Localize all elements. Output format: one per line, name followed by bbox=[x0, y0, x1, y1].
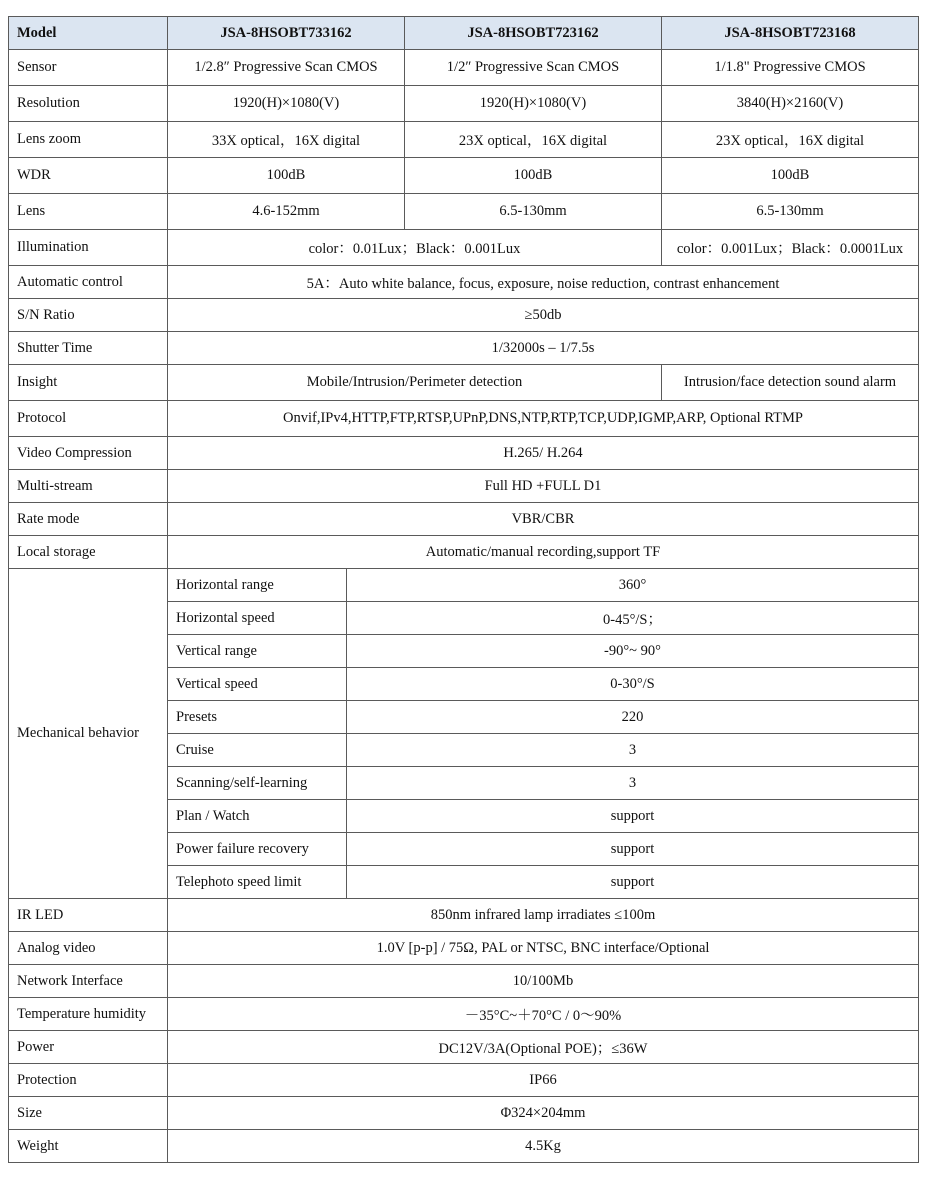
model-header: Model bbox=[9, 17, 168, 50]
protocol-row bbox=[9, 401, 919, 437]
mech-item-value: 220 bbox=[347, 701, 919, 734]
multi-stream-row bbox=[9, 470, 919, 503]
mech-item-value: support bbox=[347, 833, 919, 866]
size-label: Size bbox=[9, 1097, 168, 1130]
sensor-value-3: 1/1.8" Progressive CMOS bbox=[662, 50, 919, 86]
weight-label: Weight bbox=[9, 1130, 168, 1163]
lens-row bbox=[9, 194, 919, 230]
rate-mode-value: VBR/CBR bbox=[168, 503, 919, 536]
mechanical-behavior-label: Mechanical behavior bbox=[9, 569, 168, 899]
shutter-time-label: Shutter Time bbox=[9, 332, 168, 365]
mech-item-value: 0-45°/S； bbox=[347, 602, 919, 635]
insight-row bbox=[9, 365, 919, 401]
local-storage-label: Local storage bbox=[9, 536, 168, 569]
power-row bbox=[9, 1031, 919, 1064]
mechanical-row bbox=[9, 569, 919, 602]
ir-led-value: 850nm infrared lamp irradiates ≤100m bbox=[168, 899, 919, 932]
mech-item-value: support bbox=[347, 800, 919, 833]
mech-item-label: Cruise bbox=[168, 734, 347, 767]
weight-value: 4.5Kg bbox=[168, 1130, 919, 1163]
model-2-header: JSA-8HSOBT723162 bbox=[405, 17, 662, 50]
rate-mode-label: Rate mode bbox=[9, 503, 168, 536]
lens-label: Lens bbox=[9, 194, 168, 230]
lens-zoom-value-3: 23X optical，16X digital bbox=[662, 122, 919, 158]
sn-ratio-value: ≥50db bbox=[168, 299, 919, 332]
ir-led-row bbox=[9, 899, 919, 932]
temperature-humidity-label: Temperature humidity bbox=[9, 998, 168, 1031]
sn-ratio-row bbox=[9, 299, 919, 332]
sensor-label: Sensor bbox=[9, 50, 168, 86]
analog-video-value: 1.0V [p-p] / 75Ω, PAL or NTSC, BNC interface/Optional bbox=[168, 932, 919, 965]
wdr-value-1: 100dB bbox=[168, 158, 405, 194]
sn-ratio-label: S/N Ratio bbox=[9, 299, 168, 332]
mech-item-label: Telephoto speed limit bbox=[168, 866, 347, 899]
sensor-row bbox=[9, 50, 919, 86]
shutter-time-row bbox=[9, 332, 919, 365]
insight-value-1: Mobile/Intrusion/Perimeter detection bbox=[168, 365, 662, 401]
analog-video-label: Analog video bbox=[9, 932, 168, 965]
insight-value-2: Intrusion/face detection sound alarm bbox=[662, 365, 919, 401]
protection-value: IP66 bbox=[168, 1064, 919, 1097]
wdr-value-2: 100dB bbox=[405, 158, 662, 194]
analog-video-row bbox=[9, 932, 919, 965]
wdr-row bbox=[9, 158, 919, 194]
mech-item-value: 3 bbox=[347, 734, 919, 767]
mech-item-value: -90°~ 90° bbox=[347, 635, 919, 668]
mech-item-label: Vertical range bbox=[168, 635, 347, 668]
lens-value-3: 6.5-130mm bbox=[662, 194, 919, 230]
mech-item-label: Horizontal range bbox=[168, 569, 347, 602]
mech-item-label: Presets bbox=[168, 701, 347, 734]
illumination-value-2: color：0.001Lux；Black：0.0001Lux bbox=[662, 230, 919, 266]
resolution-value-2: 1920(H)×1080(V) bbox=[405, 86, 662, 122]
wdr-value-3: 100dB bbox=[662, 158, 919, 194]
lens-zoom-value-1: 33X optical，16X digital bbox=[168, 122, 405, 158]
rate-mode-row bbox=[9, 503, 919, 536]
protection-label: Protection bbox=[9, 1064, 168, 1097]
lens-value-1: 4.6-152mm bbox=[168, 194, 405, 230]
temperature-humidity-value: －35°C~＋70°C / 0～90% bbox=[168, 998, 919, 1031]
lens-value-2: 6.5-130mm bbox=[405, 194, 662, 230]
sensor-value-2: 1/2″ Progressive Scan CMOS bbox=[405, 50, 662, 86]
illumination-value-1: color：0.01Lux；Black：0.001Lux bbox=[168, 230, 662, 266]
protection-row bbox=[9, 1064, 919, 1097]
local-storage-row bbox=[9, 536, 919, 569]
illumination-label: Illumination bbox=[9, 230, 168, 266]
weight-row bbox=[9, 1130, 919, 1163]
ir-led-label: IR LED bbox=[9, 899, 168, 932]
resolution-value-1: 1920(H)×1080(V) bbox=[168, 86, 405, 122]
shutter-time-value: 1/32000s – 1/7.5s bbox=[168, 332, 919, 365]
video-compression-value: H.265/ H.264 bbox=[168, 437, 919, 470]
network-interface-label: Network Interface bbox=[9, 965, 168, 998]
spec-table bbox=[8, 16, 919, 1163]
size-value: Φ324×204mm bbox=[168, 1097, 919, 1130]
multi-stream-value: Full HD +FULL D1 bbox=[168, 470, 919, 503]
video-compression-row bbox=[9, 437, 919, 470]
multi-stream-label: Multi-stream bbox=[9, 470, 168, 503]
network-interface-value: 10/100Mb bbox=[168, 965, 919, 998]
temperature-humidity-row bbox=[9, 998, 919, 1031]
lens-zoom-value-2: 23X optical，16X digital bbox=[405, 122, 662, 158]
mech-item-label: Vertical speed bbox=[168, 668, 347, 701]
sensor-value-1: 1/2.8″ Progressive Scan CMOS bbox=[168, 50, 405, 86]
power-value: DC12V/3A(Optional POE)；≤36W bbox=[168, 1031, 919, 1064]
mech-item-value: 3 bbox=[347, 767, 919, 800]
mech-item-value: 360° bbox=[347, 569, 919, 602]
mech-item-value: 0-30°/S bbox=[347, 668, 919, 701]
power-label: Power bbox=[9, 1031, 168, 1064]
automatic-control-label: Automatic control bbox=[9, 266, 168, 299]
mech-item-label: Plan / Watch bbox=[168, 800, 347, 833]
lens-zoom-label: Lens zoom bbox=[9, 122, 168, 158]
mech-item-label: Power failure recovery bbox=[168, 833, 347, 866]
video-compression-label: Video Compression bbox=[9, 437, 168, 470]
protocol-label: Protocol bbox=[9, 401, 168, 437]
lens-zoom-row bbox=[9, 122, 919, 158]
header-row bbox=[9, 17, 919, 50]
insight-label: Insight bbox=[9, 365, 168, 401]
mech-item-value: support bbox=[347, 866, 919, 899]
resolution-row bbox=[9, 86, 919, 122]
resolution-label: Resolution bbox=[9, 86, 168, 122]
illumination-row bbox=[9, 230, 919, 266]
mech-item-label: Horizontal speed bbox=[168, 602, 347, 635]
wdr-label: WDR bbox=[9, 158, 168, 194]
model-3-header: JSA-8HSOBT723168 bbox=[662, 17, 919, 50]
model-1-header: JSA-8HSOBT733162 bbox=[168, 17, 405, 50]
network-interface-row bbox=[9, 965, 919, 998]
size-row bbox=[9, 1097, 919, 1130]
mech-item-label: Scanning/self-learning bbox=[168, 767, 347, 800]
resolution-value-3: 3840(H)×2160(V) bbox=[662, 86, 919, 122]
automatic-control-row bbox=[9, 266, 919, 299]
protocol-value: Onvif,IPv4,HTTP,FTP,RTSP,UPnP,DNS,NTP,RTP,TCP,UDP,IGMP,ARP, Optional RTMP bbox=[168, 401, 919, 437]
automatic-control-value: 5A：Auto white balance, focus, exposure, noise reduction, contrast enhancement bbox=[168, 266, 919, 299]
local-storage-value: Automatic/manual recording,support TF bbox=[168, 536, 919, 569]
